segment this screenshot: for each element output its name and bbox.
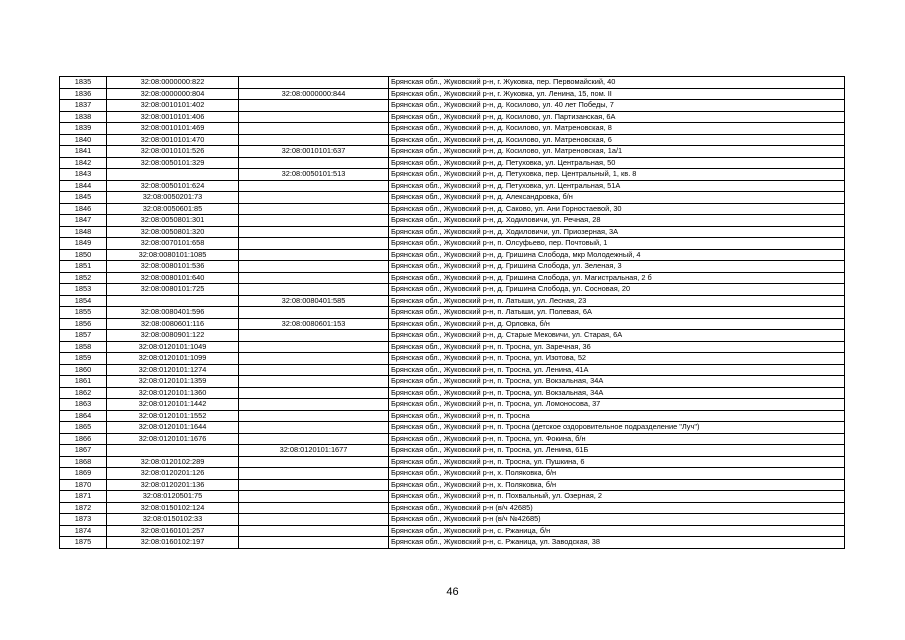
cadastral-number-cell: 32:08:0120101:1442	[107, 399, 239, 411]
address-cell: Брянская обл., Жуковский р-н, п. Тросна	[389, 410, 845, 422]
cadastral-number-cell: 32:08:0080601:116	[107, 318, 239, 330]
row-number-cell: 1859	[60, 353, 107, 365]
row-number-cell: 1838	[60, 111, 107, 123]
table-row	[60, 180, 845, 192]
row-number-cell: 1840	[60, 134, 107, 146]
row-number-cell: 1870	[60, 479, 107, 491]
row-number-cell: 1844	[60, 180, 107, 192]
address-cell: Брянская обл., Жуковский р-н, д. Саково, ул. Ани Горностаевой, 30	[389, 203, 845, 215]
row-number-cell: 1849	[60, 238, 107, 250]
address-cell: Брянская обл., Жуковский р-н, д. Петуховка, ул. Центральная, 51А	[389, 180, 845, 192]
cadastral-number-cell: 32:08:0050801:320	[107, 226, 239, 238]
row-number-cell: 1836	[60, 88, 107, 100]
table-row	[60, 88, 845, 100]
address-cell: Брянская обл., Жуковский р-н, д. Гришина Слобода, мкр Молодежный, 4	[389, 249, 845, 261]
row-number-cell: 1851	[60, 261, 107, 273]
table-row	[60, 77, 845, 89]
address-cell: Брянская обл., Жуковский р-н, д. Ходиловичи, ул. Приозерная, 3А	[389, 226, 845, 238]
previous-cadastral-number-cell	[239, 180, 389, 192]
cadastral-number-cell: 32:08:0010101:470	[107, 134, 239, 146]
address-cell: Брянская обл., Жуковский р-н, д. Косилово, ул. Матреновская, 8	[389, 123, 845, 135]
row-number-cell: 1874	[60, 525, 107, 537]
row-number-cell: 1854	[60, 295, 107, 307]
previous-cadastral-number-cell	[239, 353, 389, 365]
table-row	[60, 238, 845, 250]
row-number-cell: 1868	[60, 456, 107, 468]
cadastral-number-cell: 32:08:0000000:822	[107, 77, 239, 89]
address-cell: Брянская обл., Жуковский р-н, п. Тросна, ул. Пушкина, 6	[389, 456, 845, 468]
table-row	[60, 537, 845, 549]
previous-cadastral-number-cell	[239, 307, 389, 319]
table-row	[60, 157, 845, 169]
cadastral-number-cell: 32:08:0010101:469	[107, 123, 239, 135]
row-number-cell: 1846	[60, 203, 107, 215]
row-number-cell: 1875	[60, 537, 107, 549]
cadastral-number-cell: 32:08:0010101:526	[107, 146, 239, 158]
previous-cadastral-number-cell	[239, 330, 389, 342]
cadastral-number-cell: 32:08:0070101:658	[107, 238, 239, 250]
previous-cadastral-number-cell	[239, 238, 389, 250]
previous-cadastral-number-cell: 32:08:0120101:1677	[239, 445, 389, 457]
previous-cadastral-number-cell	[239, 249, 389, 261]
row-number-cell: 1848	[60, 226, 107, 238]
address-cell: Брянская обл., Жуковский р-н, п. Тросна (детское оздоровительное подразделение "Луч")	[389, 422, 845, 434]
previous-cadastral-number-cell	[239, 123, 389, 135]
row-number-cell: 1858	[60, 341, 107, 353]
table-row	[60, 249, 845, 261]
table-row	[60, 307, 845, 319]
table-row	[60, 203, 845, 215]
address-cell: Брянская обл., Жуковский р-н, п. Олсуфьево, пер. Почтовый, 1	[389, 238, 845, 250]
cadastral-number-cell: 32:08:0120101:1552	[107, 410, 239, 422]
previous-cadastral-number-cell	[239, 134, 389, 146]
table-row	[60, 318, 845, 330]
address-cell: Брянская обл., Жуковский р-н, п. Тросна, ул. Ленина, 61Б	[389, 445, 845, 457]
cadastral-number-cell: 32:08:0120201:126	[107, 468, 239, 480]
registry-table-body	[60, 77, 845, 549]
address-cell: Брянская обл., Жуковский р-н, г. Жуковка, ул. Ленина, 15, пом. II	[389, 88, 845, 100]
row-number-cell: 1843	[60, 169, 107, 181]
table-row	[60, 192, 845, 204]
address-cell: Брянская обл., Жуковский р-н, д. Александровка, б/н	[389, 192, 845, 204]
previous-cadastral-number-cell	[239, 433, 389, 445]
address-cell: Брянская обл., Жуковский р-н, д. Косилово, ул. Матреновская, 6	[389, 134, 845, 146]
cadastral-number-cell: 32:08:0120101:1360	[107, 387, 239, 399]
table-row	[60, 215, 845, 227]
previous-cadastral-number-cell	[239, 479, 389, 491]
address-cell: Брянская обл., Жуковский р-н, д. Петуховка, ул. Центральная, 50	[389, 157, 845, 169]
table-row	[60, 491, 845, 503]
cadastral-number-cell: 32:08:0050101:329	[107, 157, 239, 169]
cadastral-number-cell: 32:08:0010101:406	[107, 111, 239, 123]
table-row	[60, 330, 845, 342]
row-number-cell: 1864	[60, 410, 107, 422]
cadastral-number-cell: 32:08:0050801:301	[107, 215, 239, 227]
cadastral-number-cell: 32:08:0120201:136	[107, 479, 239, 491]
cadastral-number-cell: 32:08:0150102:124	[107, 502, 239, 514]
address-cell: Брянская обл., Жуковский р-н, д. Старые Мековичи, ул. Старая, 6А	[389, 330, 845, 342]
cadastral-number-cell: 32:08:0000000:804	[107, 88, 239, 100]
previous-cadastral-number-cell	[239, 341, 389, 353]
cadastral-number-cell	[107, 295, 239, 307]
previous-cadastral-number-cell	[239, 272, 389, 284]
cadastral-number-cell: 32:08:0120102:289	[107, 456, 239, 468]
address-cell: Брянская обл., Жуковский р-н, х. Поляковка, б/н	[389, 479, 845, 491]
previous-cadastral-number-cell: 32:08:0050101:513	[239, 169, 389, 181]
table-row	[60, 295, 845, 307]
row-number-cell: 1845	[60, 192, 107, 204]
cadastral-number-cell: 32:08:0160101:257	[107, 525, 239, 537]
row-number-cell: 1866	[60, 433, 107, 445]
address-cell: Брянская обл., Жуковский р-н, п. Тросна, ул. Вокзальная, 34А	[389, 376, 845, 388]
previous-cadastral-number-cell	[239, 399, 389, 411]
row-number-cell: 1869	[60, 468, 107, 480]
previous-cadastral-number-cell	[239, 422, 389, 434]
previous-cadastral-number-cell	[239, 203, 389, 215]
address-cell: Брянская обл., Жуковский р-н, д. Петуховка, пер. Центральный, 1, кв. 8	[389, 169, 845, 181]
table-row	[60, 272, 845, 284]
table-row	[60, 341, 845, 353]
registry-table	[59, 76, 845, 549]
row-number-cell: 1871	[60, 491, 107, 503]
row-number-cell: 1863	[60, 399, 107, 411]
previous-cadastral-number-cell	[239, 514, 389, 526]
cadastral-number-cell: 32:08:0160102:197	[107, 537, 239, 549]
table-row	[60, 364, 845, 376]
row-number-cell: 1837	[60, 100, 107, 112]
address-cell: Брянская обл., Жуковский р-н, п. Латыши, ул. Полевая, 6А	[389, 307, 845, 319]
cadastral-number-cell: 32:08:0050101:624	[107, 180, 239, 192]
table-row	[60, 422, 845, 434]
table-row	[60, 468, 845, 480]
address-cell: Брянская обл., Жуковский р-н, п. Тросна, ул. Ленина, 41А	[389, 364, 845, 376]
address-cell: Брянская обл., Жуковский р-н, с. Ржаница, ул. Заводская, 38	[389, 537, 845, 549]
row-number-cell: 1841	[60, 146, 107, 158]
previous-cadastral-number-cell	[239, 525, 389, 537]
cadastral-number-cell: 32:08:0150102:33	[107, 514, 239, 526]
table-row	[60, 514, 845, 526]
cadastral-number-cell: 32:08:0120501:75	[107, 491, 239, 503]
address-cell: Брянская обл., Жуковский р-н, д. Косилово, ул. 40 лет Победы, 7	[389, 100, 845, 112]
row-number-cell: 1852	[60, 272, 107, 284]
address-cell: Брянская обл., Жуковский р-н, п. Похвальный, ул. Озерная, 2	[389, 491, 845, 503]
row-number-cell: 1847	[60, 215, 107, 227]
address-cell: Брянская обл., Жуковский р-н, п. Латыши, ул. Лесная, 23	[389, 295, 845, 307]
previous-cadastral-number-cell	[239, 502, 389, 514]
address-cell: Брянская обл., Жуковский р-н, п. Тросна, ул. Ломоносова, 37	[389, 399, 845, 411]
table-row	[60, 376, 845, 388]
table-row	[60, 261, 845, 273]
cadastral-number-cell: 32:08:0080901:122	[107, 330, 239, 342]
cadastral-number-cell	[107, 445, 239, 457]
previous-cadastral-number-cell	[239, 77, 389, 89]
previous-cadastral-number-cell	[239, 537, 389, 549]
table-row	[60, 146, 845, 158]
row-number-cell: 1861	[60, 376, 107, 388]
table-row	[60, 456, 845, 468]
table-row	[60, 387, 845, 399]
address-cell: Брянская обл., Жуковский р-н, п. Тросна, ул. Вокзальная, 34А	[389, 387, 845, 399]
table-row	[60, 410, 845, 422]
address-cell: Брянская обл., Жуковский р-н, д. Косилово, ул. Партизанская, 6А	[389, 111, 845, 123]
table-row	[60, 479, 845, 491]
previous-cadastral-number-cell	[239, 456, 389, 468]
previous-cadastral-number-cell	[239, 226, 389, 238]
row-number-cell: 1856	[60, 318, 107, 330]
table-row	[60, 284, 845, 296]
previous-cadastral-number-cell: 32:08:0010101:637	[239, 146, 389, 158]
table-row	[60, 134, 845, 146]
row-number-cell: 1862	[60, 387, 107, 399]
previous-cadastral-number-cell: 32:08:0080601:153	[239, 318, 389, 330]
address-cell: Брянская обл., Жуковский р-н, п. Тросна, ул. Изотова, 52	[389, 353, 845, 365]
previous-cadastral-number-cell	[239, 491, 389, 503]
cadastral-number-cell: 32:08:0080401:596	[107, 307, 239, 319]
row-number-cell: 1873	[60, 514, 107, 526]
cadastral-number-cell: 32:08:0080101:725	[107, 284, 239, 296]
previous-cadastral-number-cell	[239, 111, 389, 123]
cadastral-number-cell: 32:08:0050201:73	[107, 192, 239, 204]
table-row	[60, 445, 845, 457]
previous-cadastral-number-cell: 32:08:0080401:585	[239, 295, 389, 307]
cadastral-number-cell: 32:08:0010101:402	[107, 100, 239, 112]
previous-cadastral-number-cell	[239, 387, 389, 399]
address-cell: Брянская обл., Жуковский р-н, д. Орловка, б/н	[389, 318, 845, 330]
cadastral-number-cell: 32:08:0080101:536	[107, 261, 239, 273]
row-number-cell: 1839	[60, 123, 107, 135]
cadastral-number-cell: 32:08:0080101:1085	[107, 249, 239, 261]
table-row	[60, 169, 845, 181]
row-number-cell: 1842	[60, 157, 107, 169]
address-cell: Брянская обл., Жуковский р-н, х. Поляковка, б/н	[389, 468, 845, 480]
address-cell: Брянская обл., Жуковский р-н (в/ч 42685)	[389, 502, 845, 514]
table-row	[60, 502, 845, 514]
cadastral-number-cell: 32:08:0120101:1274	[107, 364, 239, 376]
table-row	[60, 100, 845, 112]
cadastral-number-cell	[107, 169, 239, 181]
previous-cadastral-number-cell	[239, 376, 389, 388]
page-number: 46	[446, 586, 459, 598]
table-row	[60, 226, 845, 238]
cadastral-number-cell: 32:08:0120101:1644	[107, 422, 239, 434]
address-cell: Брянская обл., Жуковский р-н, д. Гришина Слобода, ул. Сосновая, 20	[389, 284, 845, 296]
address-cell: Брянская обл., Жуковский р-н, д. Гришина Слобода, ул. Магистральная, 2 б	[389, 272, 845, 284]
previous-cadastral-number-cell	[239, 261, 389, 273]
previous-cadastral-number-cell	[239, 364, 389, 376]
previous-cadastral-number-cell: 32:08:0000000:844	[239, 88, 389, 100]
row-number-cell: 1835	[60, 77, 107, 89]
row-number-cell: 1850	[60, 249, 107, 261]
cadastral-number-cell: 32:08:0050601:85	[107, 203, 239, 215]
previous-cadastral-number-cell	[239, 215, 389, 227]
address-cell: Брянская обл., Жуковский р-н, д. Ходиловичи, ул. Речная, 28	[389, 215, 845, 227]
row-number-cell: 1860	[60, 364, 107, 376]
table-row	[60, 111, 845, 123]
cadastral-number-cell: 32:08:0080101:640	[107, 272, 239, 284]
row-number-cell: 1857	[60, 330, 107, 342]
table-row	[60, 123, 845, 135]
row-number-cell: 1853	[60, 284, 107, 296]
table-row	[60, 433, 845, 445]
cadastral-number-cell: 32:08:0120101:1099	[107, 353, 239, 365]
table-row	[60, 525, 845, 537]
previous-cadastral-number-cell	[239, 100, 389, 112]
row-number-cell: 1865	[60, 422, 107, 434]
cadastral-number-cell: 32:08:0120101:1359	[107, 376, 239, 388]
address-cell: Брянская обл., Жуковский р-н, п. Тросна, ул. Заречная, 36	[389, 341, 845, 353]
previous-cadastral-number-cell	[239, 468, 389, 480]
address-cell: Брянская обл., Жуковский р-н, д. Гришина Слобода, ул. Зеленая, 3	[389, 261, 845, 273]
cadastral-number-cell: 32:08:0120101:1676	[107, 433, 239, 445]
address-cell: Брянская обл., Жуковский р-н, п. Тросна, ул. Фокина, б/н	[389, 433, 845, 445]
row-number-cell: 1872	[60, 502, 107, 514]
previous-cadastral-number-cell	[239, 410, 389, 422]
previous-cadastral-number-cell	[239, 157, 389, 169]
previous-cadastral-number-cell	[239, 192, 389, 204]
previous-cadastral-number-cell	[239, 284, 389, 296]
address-cell: Брянская обл., Жуковский р-н, д. Косилово, ул. Матреновская, 1а/1	[389, 146, 845, 158]
table-row	[60, 353, 845, 365]
cadastral-number-cell: 32:08:0120101:1049	[107, 341, 239, 353]
row-number-cell: 1867	[60, 445, 107, 457]
address-cell: Брянская обл., Жуковский р-н (в/ч №42685)	[389, 514, 845, 526]
table-row	[60, 399, 845, 411]
address-cell: Брянская обл., Жуковский р-н, с. Ржаница, б/н	[389, 525, 845, 537]
row-number-cell: 1855	[60, 307, 107, 319]
address-cell: Брянская обл., Жуковский р-н, г. Жуковка, пер. Первомайский, 40	[389, 77, 845, 89]
